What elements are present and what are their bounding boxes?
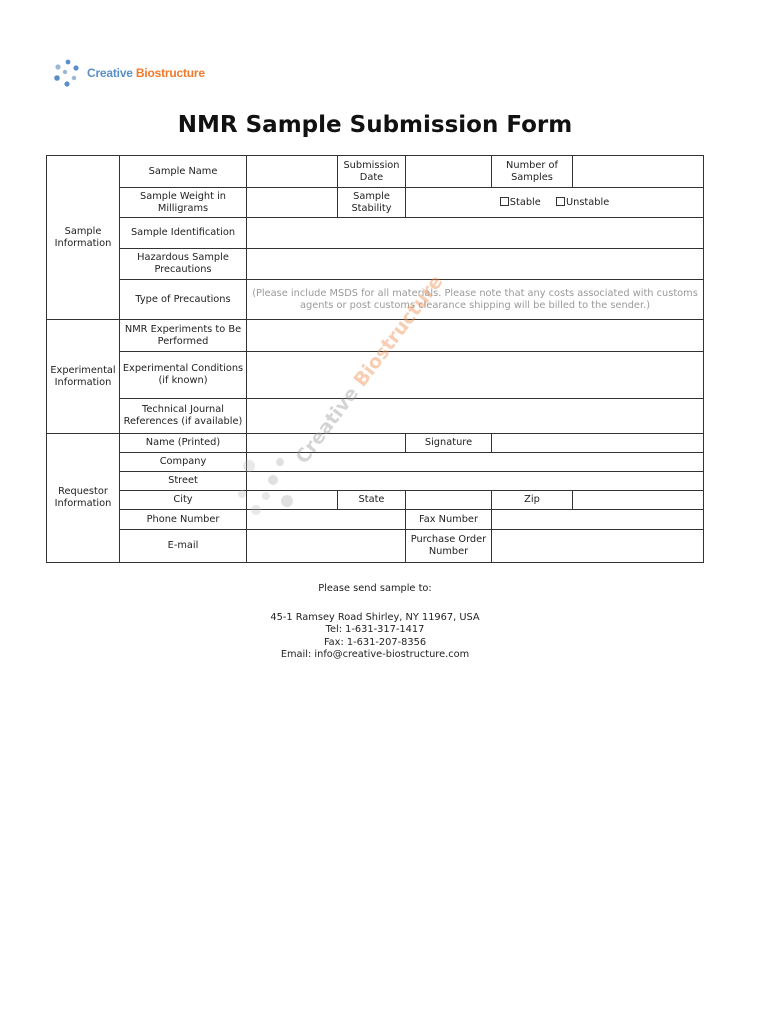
input-sample-name[interactable] <box>247 156 338 188</box>
label-street: Street <box>120 472 247 491</box>
input-city[interactable] <box>247 491 338 510</box>
label-experimental-conditions: Experimental Conditions (if known) <box>120 352 247 399</box>
label-city: City <box>120 491 247 510</box>
watermark-text: Creative Biostructure <box>291 271 448 469</box>
precautions-note[interactable]: (Please include MSDS for all materials. Please note that any costs associated with customs agents or post customs clearance shipping will be billed to the sender.) <box>247 280 704 320</box>
input-name-printed[interactable] <box>247 434 406 453</box>
stable-option[interactable] <box>500 197 541 208</box>
input-street[interactable] <box>247 472 704 491</box>
page-title: NMR Sample Submission Form <box>177 112 573 138</box>
input-state[interactable] <box>406 491 492 510</box>
contact-tel: Tel: 1-631-317-1417 <box>325 624 425 636</box>
label-email: E-mail <box>120 530 247 563</box>
label-state: State <box>338 491 406 510</box>
send-sample-heading: Please send sample to: <box>318 583 432 594</box>
section-experimental-information: Experimental Information <box>47 320 120 434</box>
unstable-label: Unstable <box>565 196 610 208</box>
label-nmr-experiments: NMR Experiments to Be Performed <box>120 320 247 352</box>
logo-word-biostructure: Biostructure <box>135 66 205 80</box>
label-purchase-order-number: Purchase Order Number <box>406 530 492 563</box>
input-nmr-experiments[interactable] <box>247 320 704 352</box>
label-phone-number: Phone Number <box>120 510 247 530</box>
unstable-checkbox[interactable] <box>556 197 565 206</box>
label-name-printed: Name (Printed) <box>120 434 247 453</box>
input-hazardous-precautions[interactable] <box>247 249 704 280</box>
stability-options <box>406 188 704 218</box>
input-experimental-conditions[interactable] <box>247 352 704 399</box>
input-purchase-order-number[interactable] <box>492 530 704 563</box>
label-sample-name: Sample Name <box>120 156 247 188</box>
input-company[interactable] <box>247 453 704 472</box>
logo-word-creative: Creative <box>87 66 133 80</box>
input-sample-weight[interactable] <box>247 188 338 218</box>
logo-text <box>87 66 205 80</box>
input-fax-number[interactable] <box>492 510 704 530</box>
stable-checkbox[interactable] <box>500 197 509 206</box>
label-technical-references: Technical Journal References (if available) <box>120 399 247 434</box>
label-signature: Signature <box>406 434 492 453</box>
label-sample-identification: Sample Identification <box>120 218 247 249</box>
company-logo <box>52 58 205 88</box>
label-sample-weight: Sample Weight in Milligrams <box>120 188 247 218</box>
input-technical-references[interactable] <box>247 399 704 434</box>
input-submission-date[interactable] <box>406 156 492 188</box>
stable-label: Stable <box>509 196 541 208</box>
label-zip: Zip <box>492 491 573 510</box>
input-zip[interactable] <box>573 491 704 510</box>
label-hazardous-precautions: Hazardous Sample Precautions <box>120 249 247 280</box>
label-sample-stability: Sample Stability <box>338 188 406 218</box>
submission-form-table <box>46 155 704 563</box>
shipping-address: 45-1 Ramsey Road Shirley, NY 11967, USA <box>270 612 480 624</box>
input-number-of-samples[interactable] <box>573 156 704 188</box>
input-signature[interactable] <box>492 434 704 453</box>
label-company: Company <box>120 453 247 472</box>
label-fax-number: Fax Number <box>406 510 492 530</box>
contact-email: Email: info@creative-biostructure.com <box>280 648 470 660</box>
label-number-of-samples: Number of Samples <box>492 156 573 188</box>
section-requestor-information: Requestor Information <box>47 434 120 563</box>
label-type-of-precautions: Type of Precautions <box>120 280 247 320</box>
input-phone-number[interactable] <box>247 510 406 530</box>
input-email[interactable] <box>247 530 406 563</box>
unstable-option[interactable] <box>556 197 609 208</box>
molecule-dots-icon <box>52 58 86 88</box>
section-sample-information: Sample Information <box>47 156 120 320</box>
shipping-info <box>0 583 750 661</box>
input-sample-identification[interactable] <box>247 218 704 249</box>
contact-fax: Fax: 1-631-207-8356 <box>323 636 427 648</box>
label-submission-date: Submission Date <box>338 156 406 188</box>
